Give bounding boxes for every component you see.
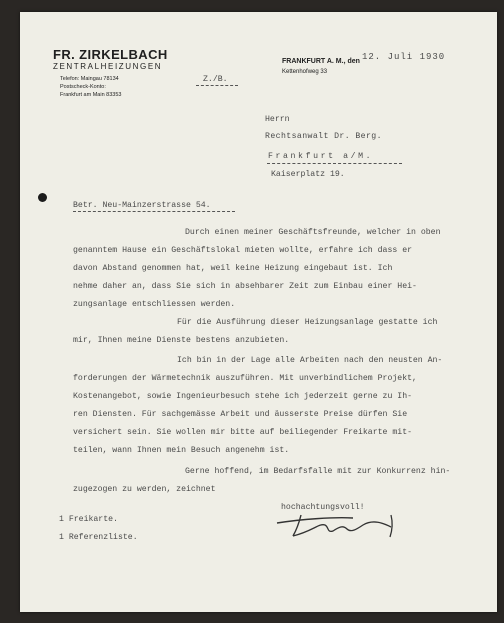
reference-underline <box>196 85 238 86</box>
closing-line: hochachtungsvoll! <box>281 503 365 512</box>
body-line: teilen, wann Ihnen mein Besuch angenehm ist. <box>73 446 290 455</box>
body-line: Für die Ausführung dieser Heizungsanlage gestatte ich <box>177 318 438 327</box>
letter-page <box>20 12 497 612</box>
enclosure-item: 1 Referenzliste. <box>59 533 138 542</box>
body-line: ren Diensten. Für sachgemässe Arbeit und äusserste Preise dürfen Sie <box>73 410 408 419</box>
body-line: genanntem Hause ein Geschäftslokal mieten wollte, erfahre ich dass er <box>73 246 413 255</box>
recipient-city-underline <box>267 163 402 164</box>
company-phone: Telefon: Maingau 78134 <box>60 76 119 82</box>
body-line: zungsanlage entschliessen werden. <box>73 300 236 309</box>
subject-line: Betr. Neu-Mainzerstrasse 54. <box>73 201 211 210</box>
handwritten-signature <box>273 509 403 539</box>
subject-underline <box>73 211 235 212</box>
body-line: Kostenangebot, sowie Ingenieurbesuch stehe ich jederzeit gerne zu Ih- <box>73 392 413 401</box>
body-line: versichert sein. Sie wollen mir bitte auf beiliegender Freikarte mit- <box>73 428 413 437</box>
recipient-street: Kaiserplatz 19. <box>271 170 345 179</box>
body-line: forderungen der Wärmetechnik auszuführen. Mit unverbindlichem Projekt, <box>73 374 417 383</box>
enclosure-item: 1 Freikarte. <box>59 515 118 524</box>
postcheck-value: Frankfurt am Main 83353 <box>60 92 122 98</box>
recipient-city: Frankfurt a/M. <box>268 152 374 161</box>
body-line: Gerne hoffend, im Bedarfsfalle mit zur Konkurrenz hin- <box>185 467 451 476</box>
letter-date: 12. Juli 1930 <box>362 52 446 62</box>
company-street: Kettenhofweg 33 <box>282 69 328 75</box>
city-line: FRANKFURT A. M., den <box>282 58 360 65</box>
body-line: davon Abstand genommen hat, weil keine Heizung eingebaut ist. Ich <box>73 264 393 273</box>
body-line: zugezogen zu werden, zeichnet <box>73 485 216 494</box>
body-line: mir, Ihnen meine Dienste bestens anzubieten. <box>73 336 290 345</box>
body-line: Durch einen meiner Geschäftsfreunde, welcher in oben <box>185 228 441 237</box>
company-name: FR. ZIRKELBACH <box>53 47 168 62</box>
postcheck-label: Postscheck-Konto: <box>60 84 106 90</box>
recipient-salutation: Herrn <box>265 115 290 124</box>
body-line: Ich bin in der Lage alle Arbeiten nach den neusten An- <box>177 356 443 365</box>
body-line: nehme daher an, dass Sie sich in absehbarer Zeit zum Einbau einer Hei- <box>73 282 417 291</box>
company-tagline: ZENTRALHEIZUNGEN <box>53 62 163 71</box>
punch-hole <box>38 193 47 202</box>
recipient-name: Rechtsanwalt Dr. Berg. <box>265 132 382 141</box>
reference-mark: Z./B. <box>203 75 228 84</box>
